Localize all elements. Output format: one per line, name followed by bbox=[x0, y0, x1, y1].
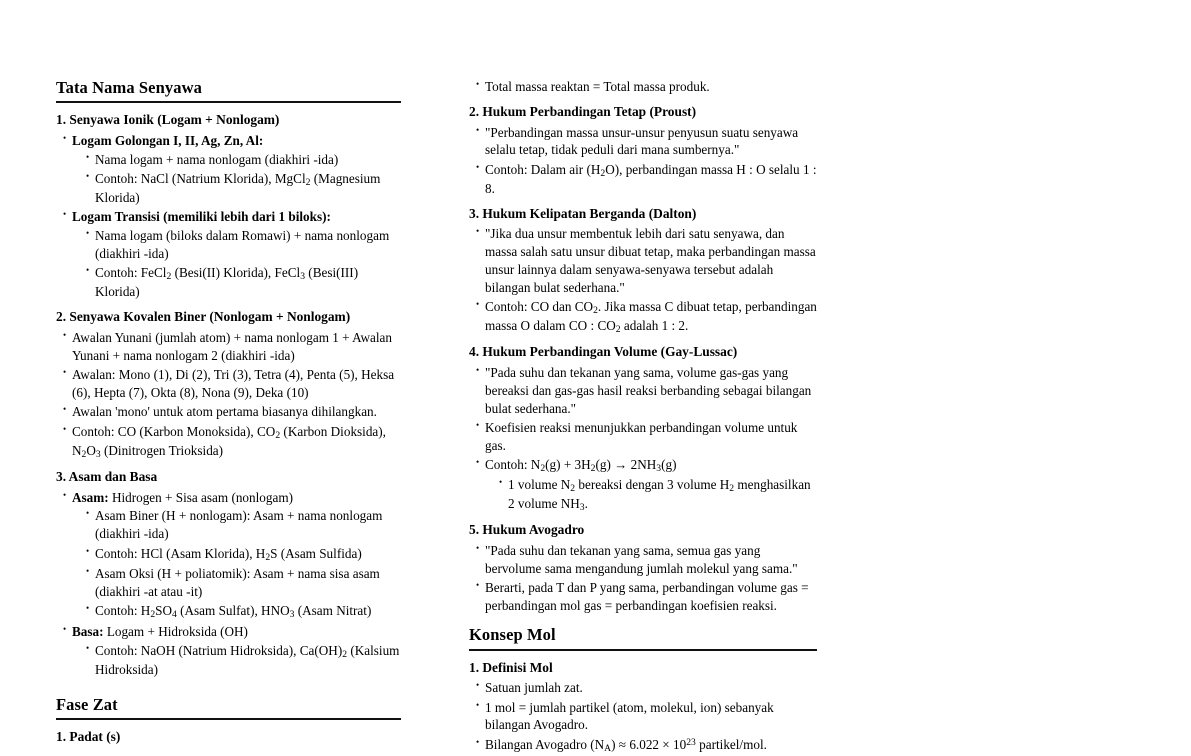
subsection-hukum-kelipatan-berganda: 3. Hukum Kelipatan Berganda (Dalton) bbox=[469, 205, 697, 221]
heading-rule bbox=[56, 718, 401, 720]
list-item: • Nama logam + nama nonlogam (diakhiri -ida) bbox=[86, 151, 401, 169]
two-column-layout bbox=[56, 78, 1136, 756]
section-spacer bbox=[469, 616, 817, 625]
list-item: • 1 volume $N_2$ bereaksi dengan 3 volume $H_2$ menghasilkan 2 volume $NH_3$. bbox=[499, 476, 817, 514]
page-title-konsep-mol: Konsep Mol bbox=[469, 625, 556, 645]
item-label: Basa: bbox=[72, 623, 104, 639]
subsection-definisi-mol: 1. Definisi Mol bbox=[469, 659, 553, 675]
list-item: • Asam Oksi (H + poliatomik): Asam + nama sisa asam (diakhiri -at atau -it) bbox=[86, 565, 401, 601]
sublist-basa bbox=[86, 642, 401, 679]
item-label: Logam Transisi (memiliki lebih dari 1 biloks): bbox=[72, 209, 331, 225]
list-item: • 1 mol = jumlah partikel (atom, molekul, ion) sebanyak bilangan Avogadro. bbox=[476, 699, 817, 735]
page-title-fase-zat: Fase Zat bbox=[56, 695, 118, 715]
list-item: • Contoh: HCl (Asam Klorida), $H_2S$ (Asam Sulfida) bbox=[86, 545, 401, 564]
list-item bbox=[63, 132, 401, 207]
list-senyawa-kovalen bbox=[63, 329, 401, 461]
list-item: • Contoh: NaCl (Natrium Klorida), MgCl$_2$ (Magnesium Klorida) bbox=[86, 170, 401, 207]
list-item: • Asam Biner (H + nonlogam): Asam + nama nonlogam (diakhiri -ida) bbox=[86, 507, 401, 543]
list-item: • Awalan Yunani (jumlah atom) + nama nonlogam 1 + Awalan Yunani + nama nonlogam 2 (diakhiri -ida) bbox=[63, 329, 401, 365]
list-item: • "Pada suhu dan tekanan yang sama, volume gas-gas yang bereaksi dan gas-gas hasil reaksi berbanding sebagai bilangan bulat sederhana." bbox=[476, 364, 817, 417]
sublist-asam bbox=[86, 507, 401, 621]
heading-rule bbox=[469, 649, 817, 651]
list-definisi-mol bbox=[476, 679, 817, 755]
item-text: Logam + Hidroksida (OH) bbox=[103, 623, 248, 639]
subsection-padat: 1. Padat (s) bbox=[56, 729, 121, 745]
heading-rule bbox=[56, 101, 401, 103]
list-hukum-kekekalan-massa-continued bbox=[476, 78, 817, 96]
list-item: • Bilangan Avogadro $(N_A) \approx 6.022 \times 10^{23}$ partikel/mol. bbox=[476, 736, 817, 755]
right-column bbox=[469, 78, 817, 756]
page-title-tata-nama-senyawa: Tata Nama Senyawa bbox=[56, 78, 202, 97]
list-item: • "Pada suhu dan tekanan yang sama, semua gas yang bervolume sama mengandung jumlah molekul yang sama." bbox=[476, 542, 817, 578]
section-spacer bbox=[56, 680, 401, 695]
list-item: • Contoh: CO dan $CO_2$. Jika massa C dibuat tetap, perbandingan massa O dalam CO : $CO_2$ adalah 1 : 2. bbox=[476, 298, 817, 336]
left-column bbox=[56, 78, 401, 749]
item-text: Hidrogen + Sisa asam (nonlogam) bbox=[108, 489, 293, 505]
sublist-logam-transisi bbox=[86, 227, 401, 301]
list-item: • Koefisien reaksi menunjukkan perbandingan volume untuk gas. bbox=[476, 419, 817, 455]
sublist-gay-lussac-example bbox=[499, 476, 817, 514]
list-item bbox=[63, 623, 401, 679]
item-label: Logam Golongan I, II, Ag, Zn, Al: bbox=[72, 132, 264, 148]
list-item: • Total massa reaktan = Total massa produk. bbox=[476, 78, 817, 96]
list-item: • Awalan: Mono (1), Di (2), Tri (3), Tetra (4), Penta (5), Heksa (6), Hepta (7), Okta (8), Nona (9), Deka (10) bbox=[63, 366, 401, 402]
list-item: • Satuan jumlah zat. bbox=[476, 679, 817, 697]
subsection-hukum-perbandingan-volume: 4. Hukum Perbandingan Volume (Gay-Lussac) bbox=[469, 344, 738, 360]
item-label: Asam: bbox=[72, 489, 109, 505]
subsection-senyawa-ionik: 1. Senyawa Ionik (Logam + Nonlogam) bbox=[56, 112, 280, 128]
list-hukum-dalton bbox=[476, 225, 817, 336]
subsection-hukum-perbandingan-tetap: 2. Hukum Perbandingan Tetap (Proust) bbox=[469, 103, 697, 119]
list-hukum-avogadro bbox=[476, 542, 817, 615]
list-item: • Contoh: CO (Karbon Monoksida), $CO_2$ (Karbon Dioksida), $N_2O_3$ (Dinitrogen Trioksida) bbox=[63, 423, 401, 461]
list-item: • "Perbandingan massa unsur-unsur penyusun suatu senyawa selalu tetap, tidak peduli dari mana sumbernya." bbox=[476, 124, 817, 160]
sublist-logam-golongan bbox=[86, 151, 401, 207]
list-senyawa-ionik bbox=[63, 132, 401, 301]
list-item: • Contoh: Dalam air $(H_2O)$, perbandingan massa H : O selalu 1 : 8. bbox=[476, 161, 817, 198]
list-item: • Contoh: $H_2SO_4$ (Asam Sulfat), $HNO_3$ (Asam Nitrat) bbox=[86, 602, 401, 621]
list-hukum-gay-lussac bbox=[476, 364, 817, 514]
list-item: • Contoh: FeCl$_2$ (Besi(II) Klorida), FeCl$_3$ (Besi(III) Klorida) bbox=[86, 264, 401, 301]
list-item: • Contoh: $N_2(g) + 3H_2(g) \to 2NH_3(g)$ • 1 volume $N_2$ bereaksi dengan 3 volume $H_2$ menghasilkan 2 volume $NH_3$. bbox=[476, 456, 817, 514]
list-hukum-proust bbox=[476, 124, 817, 198]
list-asam-basa bbox=[63, 489, 401, 679]
subsection-hukum-avogadro: 5. Hukum Avogadro bbox=[469, 522, 585, 538]
list-item: • "Jika dua unsur membentuk lebih dari satu senyawa, dan massa salah satu unsur dibuat tetap, maka perbandingan massa unsur lainnya dalam senyawa-senyawa tersebut adalah bilangan bulat sederhana." bbox=[476, 225, 817, 296]
list-item: • Awalan 'mono' untuk atom pertama biasanya dihilangkan. bbox=[63, 403, 401, 421]
list-item bbox=[63, 489, 401, 622]
list-item: • Contoh: NaOH (Natrium Hidroksida), $Ca(OH)_2$ (Kalsium Hidroksida) bbox=[86, 642, 401, 679]
list-item: • Berarti, pada T dan P yang sama, perbandingan volume gas = perbandingan mol gas = perbandingan koefisien reaksi. bbox=[476, 579, 817, 615]
list-item: • Nama logam (biloks dalam Romawi) + nama nonlogam (diakhiri -ida) bbox=[86, 227, 401, 263]
list-item bbox=[63, 208, 401, 301]
subsection-senyawa-kovalen-biner: 2. Senyawa Kovalen Biner (Nonlogam + Nonlogam) bbox=[56, 309, 351, 325]
subsection-asam-dan-basa: 3. Asam dan Basa bbox=[56, 468, 158, 484]
